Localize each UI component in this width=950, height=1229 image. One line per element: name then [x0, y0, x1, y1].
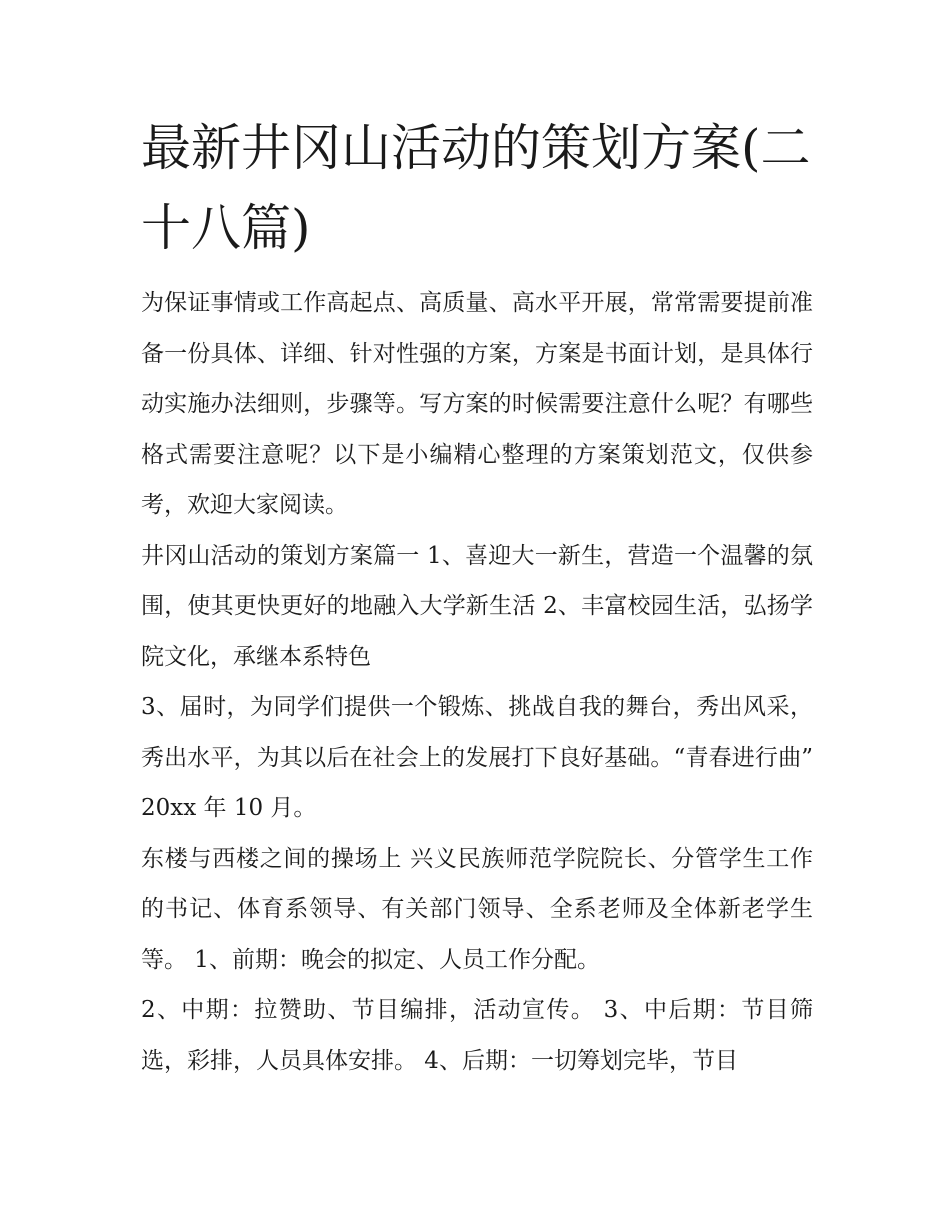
paragraph-theme-time: 3、届时，为同学们提供一个锻炼、挑战自我的舞台，秀出风采，秀出水平，为其以后在社会上的发展打下良好基础。“青春进行曲” 20xx 年 10 月。 [141, 694, 813, 821]
paragraph-schedule: 2、中期：拉赞助、节目编排，活动宣传。 3、中后期：节目筛选，彩排，人员具体安排。 4、后期：一切筹划完毕，节目 [141, 997, 813, 1074]
document-page [141, 108, 813, 1086]
document-title: 最新井冈山活动的策划方案(二十八篇) [141, 119, 811, 257]
paragraph-purpose: 井冈山活动的策划方案篇一 1、喜迎大一新生，营造一个温馨的氛围，使其更快更好的地融入大学新生活 2、丰富校园生活，弘扬学院文化，承继本系特色 [141, 542, 813, 670]
paragraph-location-participants: 东楼与西楼之间的操场上 兴义民族师范学院院长、分管学生工作的书记、体育系领导、有关部门领导、全系老师及全体新老学生等。 1、前期：晚会的拟定、人员工作分配。 [141, 845, 813, 973]
paragraph-intro: 为保证事情或工作高起点、高质量、高水平开展，常常需要提前准备一份具体、详细、针对性强的方案，方案是书面计划，是具体行动实施办法细则，步骤等。写方案的时候需要注意什么呢？有哪些格式需要注意呢？以下是小编精心整理的方案策划范文，仅供参考，欢迎大家阅读。 [141, 290, 813, 518]
